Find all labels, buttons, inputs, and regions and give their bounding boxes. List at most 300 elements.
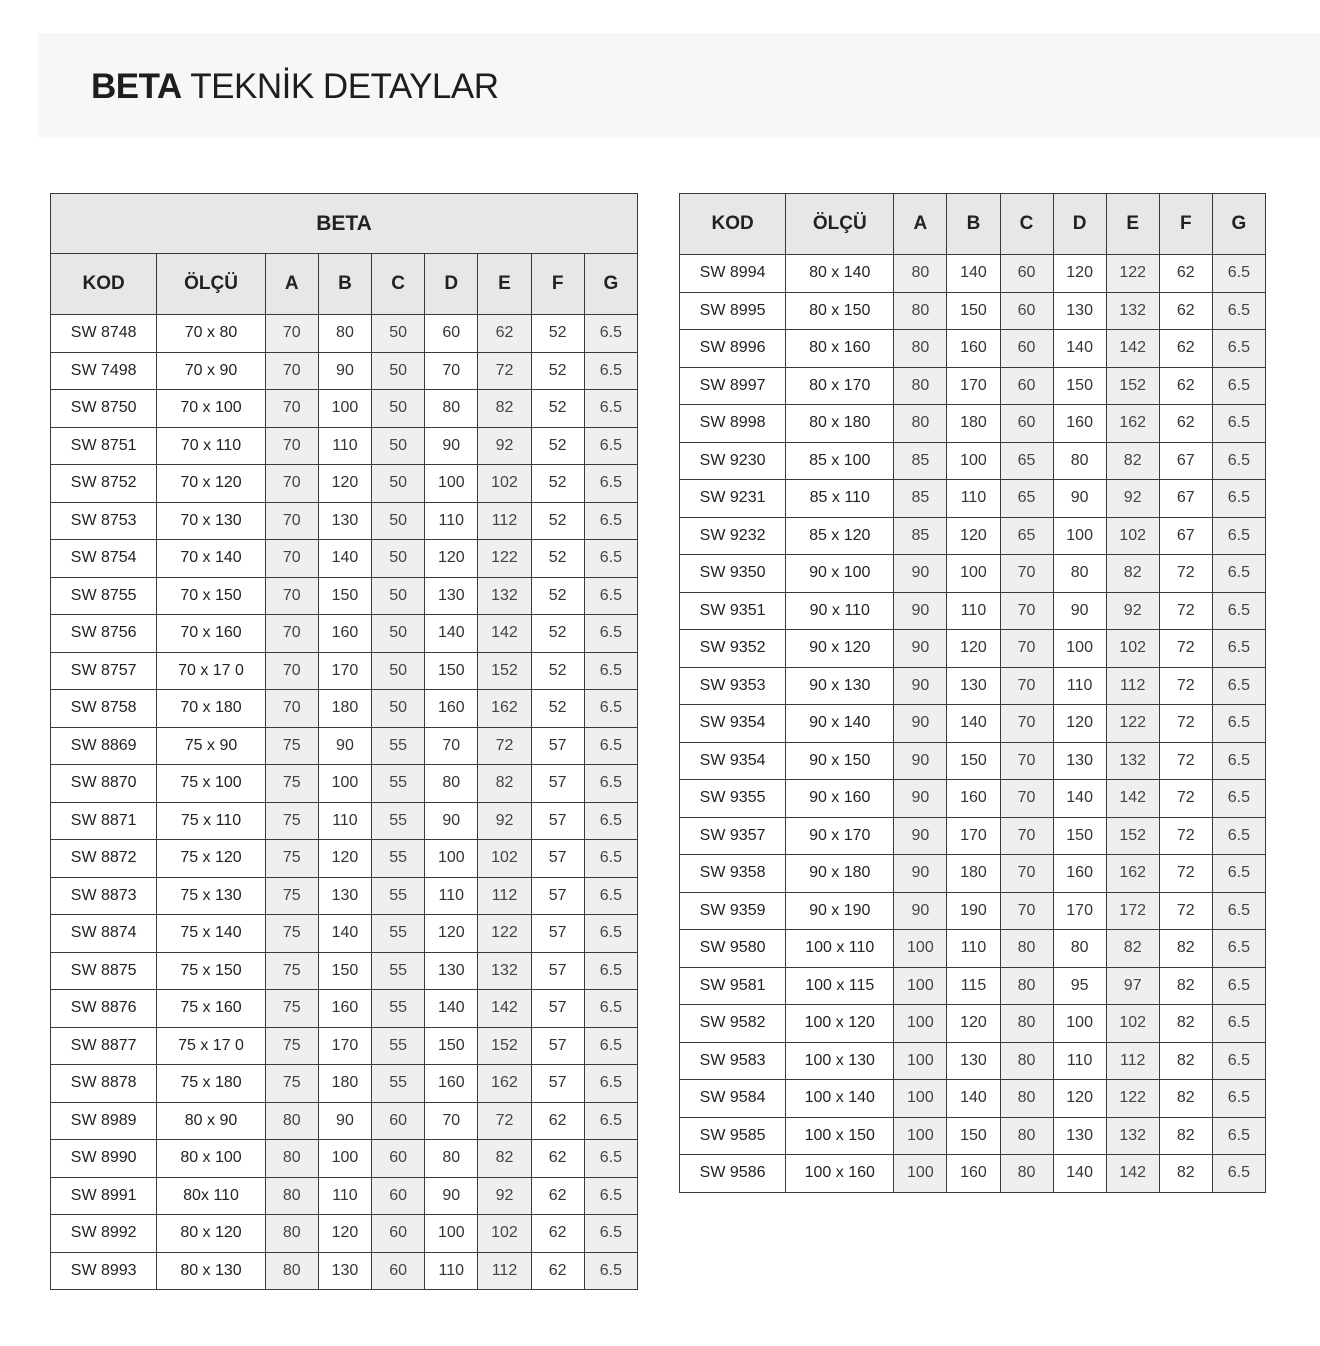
cell-kod: SW 9231 bbox=[680, 480, 786, 518]
cell-e: 102 bbox=[1106, 1005, 1159, 1043]
cell-g: 6.5 bbox=[584, 990, 637, 1028]
cell-d: 130 bbox=[1053, 292, 1106, 330]
table-row bbox=[680, 855, 1266, 893]
cell-f: 62 bbox=[531, 1215, 584, 1253]
cell-e: 82 bbox=[1106, 442, 1159, 480]
cell-b: 170 bbox=[318, 652, 371, 690]
cell-c: 55 bbox=[372, 802, 425, 840]
cell-d: 140 bbox=[1053, 780, 1106, 818]
cell-b: 110 bbox=[318, 427, 371, 465]
cell-c: 55 bbox=[372, 877, 425, 915]
cell-b: 150 bbox=[947, 742, 1000, 780]
cell-kod: SW 8871 bbox=[51, 802, 157, 840]
cell-e: 162 bbox=[478, 690, 531, 728]
cell-olcu: 80 x 160 bbox=[786, 330, 894, 368]
cell-d: 140 bbox=[425, 615, 478, 653]
cell-d: 150 bbox=[425, 652, 478, 690]
cell-olcu: 75 x 120 bbox=[157, 840, 265, 878]
cell-g: 6.5 bbox=[1212, 855, 1265, 893]
cell-kod: SW 8878 bbox=[51, 1065, 157, 1103]
cell-f: 52 bbox=[531, 427, 584, 465]
cell-g: 6.5 bbox=[584, 652, 637, 690]
column-header-a: A bbox=[265, 254, 318, 315]
cell-b: 110 bbox=[947, 480, 1000, 518]
cell-d: 100 bbox=[425, 465, 478, 503]
cell-f: 72 bbox=[1159, 667, 1212, 705]
cell-kod: SW 8991 bbox=[51, 1177, 157, 1215]
cell-c: 60 bbox=[1000, 292, 1053, 330]
table-row bbox=[51, 465, 638, 503]
cell-kod: SW 9355 bbox=[680, 780, 786, 818]
cell-d: 80 bbox=[1053, 442, 1106, 480]
cell-a: 75 bbox=[265, 952, 318, 990]
cell-f: 67 bbox=[1159, 442, 1212, 480]
cell-d: 150 bbox=[1053, 367, 1106, 405]
cell-olcu: 75 x 110 bbox=[157, 802, 265, 840]
cell-c: 80 bbox=[1000, 930, 1053, 968]
cell-b: 100 bbox=[947, 555, 1000, 593]
cell-a: 80 bbox=[894, 255, 947, 293]
column-header-f: F bbox=[531, 254, 584, 315]
cell-c: 60 bbox=[1000, 255, 1053, 293]
table-row bbox=[680, 1080, 1266, 1118]
cell-e: 112 bbox=[1106, 667, 1159, 705]
cell-e: 132 bbox=[478, 577, 531, 615]
cell-g: 6.5 bbox=[1212, 930, 1265, 968]
cell-e: 132 bbox=[1106, 292, 1159, 330]
cell-b: 160 bbox=[947, 1155, 1000, 1193]
table-row bbox=[680, 405, 1266, 443]
table-row bbox=[51, 427, 638, 465]
table-row bbox=[680, 1117, 1266, 1155]
cell-kod: SW 9350 bbox=[680, 555, 786, 593]
cell-f: 52 bbox=[531, 502, 584, 540]
cell-f: 62 bbox=[531, 1252, 584, 1290]
cell-e: 102 bbox=[478, 465, 531, 503]
table-row bbox=[51, 1065, 638, 1103]
cell-olcu: 85 x 100 bbox=[786, 442, 894, 480]
cell-c: 80 bbox=[1000, 1155, 1053, 1193]
cell-g: 6.5 bbox=[584, 727, 637, 765]
cell-b: 190 bbox=[947, 892, 1000, 930]
table-row bbox=[51, 390, 638, 428]
cell-e: 102 bbox=[478, 1215, 531, 1253]
table-row bbox=[51, 690, 638, 728]
cell-a: 75 bbox=[265, 727, 318, 765]
cell-a: 70 bbox=[265, 390, 318, 428]
cell-c: 70 bbox=[1000, 630, 1053, 668]
cell-c: 50 bbox=[372, 427, 425, 465]
cell-f: 57 bbox=[531, 1027, 584, 1065]
cell-g: 6.5 bbox=[584, 1102, 637, 1140]
table-body bbox=[680, 255, 1266, 1193]
cell-c: 80 bbox=[1000, 1080, 1053, 1118]
table-row bbox=[51, 877, 638, 915]
cell-kod: SW 9585 bbox=[680, 1117, 786, 1155]
cell-f: 82 bbox=[1159, 1080, 1212, 1118]
cell-olcu: 90 x 110 bbox=[786, 592, 894, 630]
cell-e: 62 bbox=[478, 315, 531, 353]
cell-c: 60 bbox=[372, 1215, 425, 1253]
cell-olcu: 70 x 17 0 bbox=[157, 652, 265, 690]
cell-b: 180 bbox=[318, 690, 371, 728]
cell-a: 70 bbox=[265, 615, 318, 653]
cell-e: 82 bbox=[1106, 555, 1159, 593]
cell-b: 110 bbox=[947, 930, 1000, 968]
cell-d: 110 bbox=[425, 1252, 478, 1290]
page-title-bold: BETA bbox=[91, 67, 182, 106]
cell-kod: SW 8989 bbox=[51, 1102, 157, 1140]
cell-b: 120 bbox=[318, 840, 371, 878]
cell-kod: SW 9230 bbox=[680, 442, 786, 480]
table-row bbox=[680, 892, 1266, 930]
cell-b: 90 bbox=[318, 352, 371, 390]
cell-a: 90 bbox=[894, 742, 947, 780]
table-row bbox=[51, 840, 638, 878]
cell-a: 90 bbox=[894, 705, 947, 743]
cell-e: 97 bbox=[1106, 967, 1159, 1005]
table-row bbox=[51, 615, 638, 653]
cell-d: 60 bbox=[425, 315, 478, 353]
cell-a: 100 bbox=[894, 967, 947, 1005]
column-header-b: B bbox=[947, 194, 1000, 255]
cell-f: 57 bbox=[531, 915, 584, 953]
column-header-d: D bbox=[1053, 194, 1106, 255]
table-row bbox=[51, 352, 638, 390]
cell-c: 80 bbox=[1000, 967, 1053, 1005]
cell-f: 57 bbox=[531, 877, 584, 915]
cell-kod: SW 9351 bbox=[680, 592, 786, 630]
column-header-c: C bbox=[372, 254, 425, 315]
table-row bbox=[680, 367, 1266, 405]
cell-a: 90 bbox=[894, 780, 947, 818]
cell-f: 72 bbox=[1159, 892, 1212, 930]
cell-a: 75 bbox=[265, 877, 318, 915]
cell-kod: SW 8757 bbox=[51, 652, 157, 690]
cell-g: 6.5 bbox=[1212, 780, 1265, 818]
column-header-olcu: ÖLÇÜ bbox=[786, 194, 894, 255]
cell-d: 170 bbox=[1053, 892, 1106, 930]
cell-e: 82 bbox=[478, 390, 531, 428]
cell-g: 6.5 bbox=[584, 465, 637, 503]
cell-b: 100 bbox=[318, 765, 371, 803]
cell-a: 75 bbox=[265, 1065, 318, 1103]
cell-f: 52 bbox=[531, 352, 584, 390]
cell-c: 65 bbox=[1000, 517, 1053, 555]
cell-d: 95 bbox=[1053, 967, 1106, 1005]
cell-g: 6.5 bbox=[1212, 630, 1265, 668]
cell-g: 6.5 bbox=[1212, 292, 1265, 330]
cell-f: 52 bbox=[531, 465, 584, 503]
cell-b: 110 bbox=[318, 1177, 371, 1215]
cell-b: 170 bbox=[947, 817, 1000, 855]
cell-b: 100 bbox=[318, 1140, 371, 1178]
column-header-a: A bbox=[894, 194, 947, 255]
cell-f: 67 bbox=[1159, 480, 1212, 518]
column-header-row bbox=[51, 254, 638, 315]
cell-b: 120 bbox=[318, 1215, 371, 1253]
table-row bbox=[680, 667, 1266, 705]
table-row bbox=[680, 1155, 1266, 1193]
cell-e: 92 bbox=[1106, 480, 1159, 518]
cell-a: 75 bbox=[265, 915, 318, 953]
cell-g: 6.5 bbox=[1212, 1155, 1265, 1193]
cell-f: 62 bbox=[1159, 330, 1212, 368]
cell-olcu: 75 x 180 bbox=[157, 1065, 265, 1103]
cell-c: 55 bbox=[372, 765, 425, 803]
table-row bbox=[51, 1140, 638, 1178]
cell-b: 180 bbox=[947, 405, 1000, 443]
cell-b: 150 bbox=[947, 292, 1000, 330]
cell-kod: SW 8874 bbox=[51, 915, 157, 953]
cell-c: 50 bbox=[372, 352, 425, 390]
cell-d: 110 bbox=[425, 502, 478, 540]
cell-b: 140 bbox=[318, 915, 371, 953]
cell-c: 65 bbox=[1000, 480, 1053, 518]
cell-c: 55 bbox=[372, 727, 425, 765]
cell-g: 6.5 bbox=[584, 1252, 637, 1290]
cell-olcu: 100 x 115 bbox=[786, 967, 894, 1005]
cell-b: 140 bbox=[947, 705, 1000, 743]
cell-d: 160 bbox=[425, 690, 478, 728]
cell-g: 6.5 bbox=[584, 802, 637, 840]
cell-g: 6.5 bbox=[1212, 1080, 1265, 1118]
cell-olcu: 80 x 140 bbox=[786, 255, 894, 293]
column-header-kod: KOD bbox=[680, 194, 786, 255]
table-row bbox=[680, 1005, 1266, 1043]
table-row bbox=[51, 1215, 638, 1253]
cell-f: 82 bbox=[1159, 930, 1212, 968]
cell-b: 120 bbox=[318, 465, 371, 503]
cell-olcu: 80x 110 bbox=[157, 1177, 265, 1215]
cell-g: 6.5 bbox=[1212, 480, 1265, 518]
cell-b: 150 bbox=[318, 952, 371, 990]
cell-kod: SW 8754 bbox=[51, 540, 157, 578]
cell-c: 55 bbox=[372, 1065, 425, 1103]
cell-g: 6.5 bbox=[584, 315, 637, 353]
cell-f: 57 bbox=[531, 727, 584, 765]
cell-kod: SW 8870 bbox=[51, 765, 157, 803]
cell-kod: SW 8755 bbox=[51, 577, 157, 615]
cell-d: 140 bbox=[425, 990, 478, 1028]
cell-a: 85 bbox=[894, 517, 947, 555]
cell-olcu: 80 x 150 bbox=[786, 292, 894, 330]
cell-g: 6.5 bbox=[1212, 555, 1265, 593]
cell-f: 72 bbox=[1159, 817, 1212, 855]
cell-g: 6.5 bbox=[584, 765, 637, 803]
cell-e: 162 bbox=[1106, 855, 1159, 893]
cell-f: 57 bbox=[531, 840, 584, 878]
cell-b: 160 bbox=[947, 780, 1000, 818]
cell-c: 70 bbox=[1000, 667, 1053, 705]
cell-e: 82 bbox=[478, 765, 531, 803]
cell-kod: SW 9582 bbox=[680, 1005, 786, 1043]
cell-d: 90 bbox=[425, 1177, 478, 1215]
cell-d: 120 bbox=[1053, 1080, 1106, 1118]
cell-e: 92 bbox=[478, 427, 531, 465]
cell-f: 52 bbox=[531, 690, 584, 728]
cell-c: 50 bbox=[372, 615, 425, 653]
table-row bbox=[680, 817, 1266, 855]
cell-e: 142 bbox=[1106, 330, 1159, 368]
cell-c: 60 bbox=[372, 1102, 425, 1140]
cell-e: 122 bbox=[1106, 1080, 1159, 1118]
cell-c: 60 bbox=[372, 1140, 425, 1178]
cell-kod: SW 8990 bbox=[51, 1140, 157, 1178]
cell-olcu: 75 x 160 bbox=[157, 990, 265, 1028]
cell-c: 50 bbox=[372, 465, 425, 503]
cell-kod: SW 8993 bbox=[51, 1252, 157, 1290]
cell-b: 150 bbox=[947, 1117, 1000, 1155]
cell-g: 6.5 bbox=[584, 690, 637, 728]
cell-kod: SW 8869 bbox=[51, 727, 157, 765]
cell-olcu: 70 x 150 bbox=[157, 577, 265, 615]
cell-e: 142 bbox=[478, 990, 531, 1028]
cell-d: 100 bbox=[1053, 1005, 1106, 1043]
cell-e: 72 bbox=[478, 352, 531, 390]
cell-d: 110 bbox=[1053, 667, 1106, 705]
cell-d: 150 bbox=[425, 1027, 478, 1065]
cell-olcu: 70 x 100 bbox=[157, 390, 265, 428]
cell-kod: SW 9581 bbox=[680, 967, 786, 1005]
table-row bbox=[680, 930, 1266, 968]
cell-f: 72 bbox=[1159, 705, 1212, 743]
cell-kod: SW 8872 bbox=[51, 840, 157, 878]
cell-b: 80 bbox=[318, 315, 371, 353]
cell-olcu: 90 x 120 bbox=[786, 630, 894, 668]
table-row bbox=[680, 480, 1266, 518]
cell-kod: SW 8750 bbox=[51, 390, 157, 428]
cell-a: 100 bbox=[894, 1080, 947, 1118]
cell-c: 80 bbox=[1000, 1117, 1053, 1155]
cell-f: 52 bbox=[531, 315, 584, 353]
cell-a: 70 bbox=[265, 652, 318, 690]
cell-e: 162 bbox=[1106, 405, 1159, 443]
table-row bbox=[680, 330, 1266, 368]
table-row bbox=[51, 990, 638, 1028]
cell-d: 80 bbox=[425, 390, 478, 428]
table-row bbox=[680, 967, 1266, 1005]
cell-b: 115 bbox=[947, 967, 1000, 1005]
cell-a: 80 bbox=[894, 330, 947, 368]
cell-d: 130 bbox=[425, 577, 478, 615]
cell-d: 90 bbox=[1053, 592, 1106, 630]
cell-d: 80 bbox=[425, 765, 478, 803]
cell-a: 90 bbox=[894, 892, 947, 930]
cell-kod: SW 9354 bbox=[680, 705, 786, 743]
table-row bbox=[51, 1252, 638, 1290]
cell-olcu: 90 x 140 bbox=[786, 705, 894, 743]
table-row bbox=[680, 555, 1266, 593]
cell-a: 80 bbox=[265, 1252, 318, 1290]
cell-f: 57 bbox=[531, 802, 584, 840]
table-row bbox=[51, 802, 638, 840]
column-header-e: E bbox=[478, 254, 531, 315]
page-title bbox=[91, 67, 499, 107]
cell-kod: SW 9583 bbox=[680, 1042, 786, 1080]
column-header-c: C bbox=[1000, 194, 1053, 255]
cell-b: 160 bbox=[318, 615, 371, 653]
cell-c: 55 bbox=[372, 1027, 425, 1065]
cell-b: 160 bbox=[947, 330, 1000, 368]
cell-e: 172 bbox=[1106, 892, 1159, 930]
cell-c: 70 bbox=[1000, 892, 1053, 930]
cell-c: 70 bbox=[1000, 817, 1053, 855]
cell-f: 62 bbox=[531, 1140, 584, 1178]
cell-a: 70 bbox=[265, 577, 318, 615]
cell-kod: SW 9580 bbox=[680, 930, 786, 968]
cell-g: 6.5 bbox=[584, 1027, 637, 1065]
cell-g: 6.5 bbox=[584, 390, 637, 428]
table-row bbox=[680, 517, 1266, 555]
table-row bbox=[680, 442, 1266, 480]
cell-g: 6.5 bbox=[1212, 1042, 1265, 1080]
cell-a: 100 bbox=[894, 1117, 947, 1155]
cell-g: 6.5 bbox=[584, 952, 637, 990]
cell-olcu: 80 x 90 bbox=[157, 1102, 265, 1140]
cell-d: 110 bbox=[1053, 1042, 1106, 1080]
cell-olcu: 75 x 100 bbox=[157, 765, 265, 803]
cell-olcu: 70 x 80 bbox=[157, 315, 265, 353]
cell-e: 142 bbox=[478, 615, 531, 653]
cell-d: 130 bbox=[1053, 742, 1106, 780]
cell-b: 120 bbox=[947, 517, 1000, 555]
table-row bbox=[680, 592, 1266, 630]
cell-c: 55 bbox=[372, 840, 425, 878]
cell-d: 70 bbox=[425, 1102, 478, 1140]
cell-c: 50 bbox=[372, 390, 425, 428]
cell-b: 140 bbox=[318, 540, 371, 578]
cell-olcu: 75 x 130 bbox=[157, 877, 265, 915]
cell-g: 6.5 bbox=[584, 840, 637, 878]
cell-c: 60 bbox=[1000, 330, 1053, 368]
table-group-title: BETA bbox=[51, 194, 638, 254]
cell-b: 110 bbox=[947, 592, 1000, 630]
cell-c: 50 bbox=[372, 690, 425, 728]
column-header-f: F bbox=[1159, 194, 1212, 255]
cell-d: 140 bbox=[1053, 330, 1106, 368]
column-header-row bbox=[680, 194, 1266, 255]
table-row bbox=[51, 727, 638, 765]
cell-b: 130 bbox=[318, 502, 371, 540]
cell-kod: SW 8995 bbox=[680, 292, 786, 330]
cell-e: 112 bbox=[1106, 1042, 1159, 1080]
cell-b: 170 bbox=[318, 1027, 371, 1065]
cell-f: 57 bbox=[531, 765, 584, 803]
cell-f: 82 bbox=[1159, 1155, 1212, 1193]
cell-c: 60 bbox=[372, 1177, 425, 1215]
cell-d: 160 bbox=[1053, 855, 1106, 893]
cell-e: 112 bbox=[478, 502, 531, 540]
cell-olcu: 70 x 90 bbox=[157, 352, 265, 390]
cell-g: 6.5 bbox=[1212, 667, 1265, 705]
cell-olcu: 90 x 180 bbox=[786, 855, 894, 893]
cell-f: 57 bbox=[531, 952, 584, 990]
cell-olcu: 100 x 140 bbox=[786, 1080, 894, 1118]
cell-kod: SW 7498 bbox=[51, 352, 157, 390]
cell-b: 130 bbox=[947, 1042, 1000, 1080]
cell-f: 82 bbox=[1159, 1117, 1212, 1155]
cell-e: 102 bbox=[1106, 517, 1159, 555]
cell-b: 180 bbox=[318, 1065, 371, 1103]
cell-a: 80 bbox=[894, 367, 947, 405]
cell-olcu: 80 x 100 bbox=[157, 1140, 265, 1178]
cell-a: 90 bbox=[894, 817, 947, 855]
cell-e: 92 bbox=[478, 802, 531, 840]
spec-table-right bbox=[679, 193, 1266, 1193]
cell-a: 80 bbox=[265, 1102, 318, 1140]
cell-a: 70 bbox=[265, 352, 318, 390]
